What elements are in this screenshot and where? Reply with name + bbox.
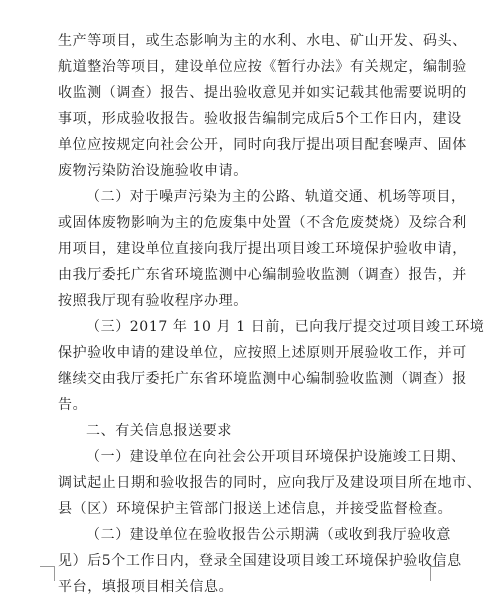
- text-line: 用项目，建设单位直接向我厅提出项目竣工环境保护验收申请，: [58, 241, 467, 257]
- text-line: 保护验收申请的建设单位，应按照上述原则开展验收工作，并可: [58, 345, 467, 361]
- text-line: 或固体废物影响为主的危废集中处置（不含危废焚烧）及综合利: [58, 215, 467, 231]
- text-line: 收监测（调查）报告、提出验收意见并如实记载其他需要说明的: [58, 85, 467, 101]
- text-line: 按照我厅现有验收程序办理。: [58, 293, 248, 309]
- margin-corner-mark: [430, 566, 445, 581]
- text-line: 平台，填报项目相关信息。: [58, 579, 234, 595]
- text-line: 由我厅委托广东省环境监测中心编制验收监测（调查）报告，并: [58, 267, 467, 283]
- text-line: 事项，形成验收报告。验收报告编制完成后5个工作日内，建设: [58, 111, 462, 127]
- text-line: 见）后5个工作日内，登录全国建设项目竣工环境保护验收信息: [58, 553, 462, 569]
- text-line: 废物污染防治设施验收申请。: [58, 163, 248, 179]
- text-line: 单位应按规定向社会公开，同时向我厅提出项目配套噪声、固体: [58, 137, 467, 153]
- text-line: 告。: [58, 397, 88, 413]
- section-heading: 二、有关信息报送要求: [86, 423, 232, 439]
- margin-corner-mark: [40, 566, 55, 581]
- text-line: 调试起止日期和验收报告的同时，应向我厅及建设项目所在地市、: [58, 475, 482, 491]
- text-line: 县（区）环境保护主管部门报送上述信息，并接受监督检查。: [58, 501, 453, 517]
- text-line: 航道整治等项目，建设单位应按《暂行办法》有关规定，编制验: [58, 59, 467, 75]
- text-line: 生产等项目，或生态影响为主的水利、水电、矿山开发、码头、: [58, 33, 467, 49]
- text-line: （二）对于噪声污染为主的公路、轨道交通、机场等项目，: [86, 189, 466, 205]
- text-line: （三）2017 年 10 月 1 日前，已向我厅提交过项目竣工环境: [86, 319, 485, 335]
- text-line: （二）建设单位在验收报告公示期满（或收到我厅验收意: [86, 527, 451, 543]
- text-line: 继续交由我厅委托广东省环境监测中心编制验收监测（调查）报: [58, 371, 467, 387]
- text-line: （一）建设单位在向社会公开项目环境保护设施竣工日期、: [86, 449, 466, 465]
